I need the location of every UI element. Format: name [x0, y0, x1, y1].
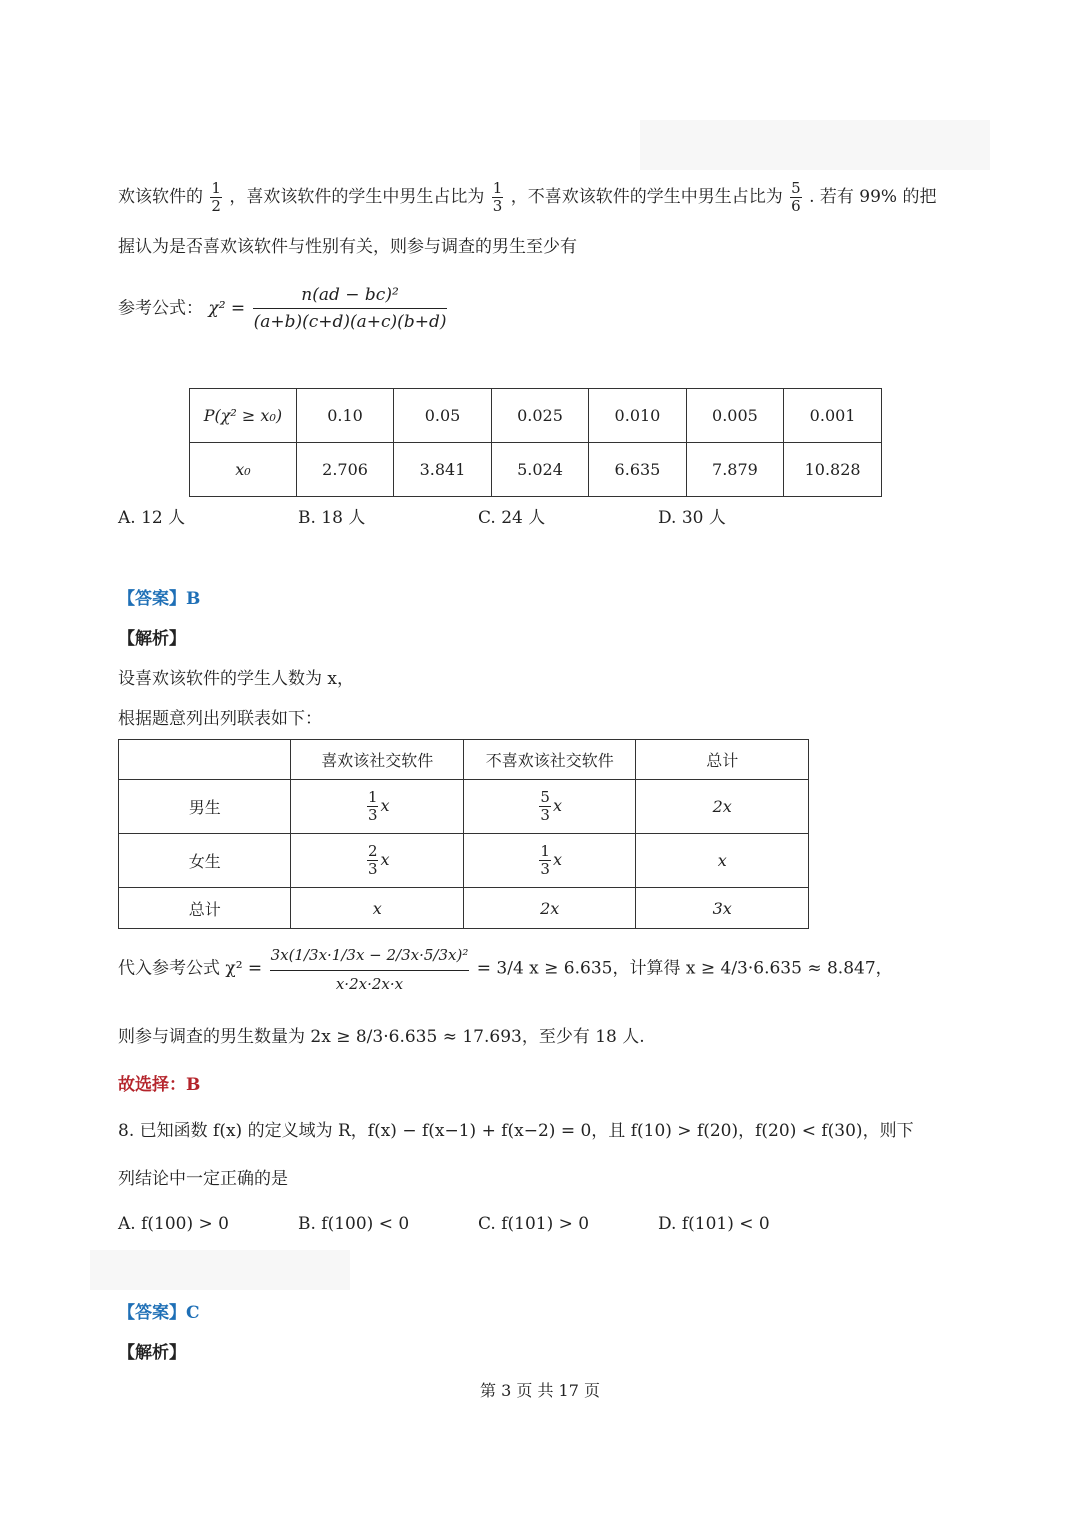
substitution-fraction: $\frac{\text{3x(1/3x·1/3x − 2/3x·5/3x)²}}{x\cdot 2x\cdot 2x\cdot x}$: [270, 940, 470, 997]
table-cell: $\frac{2}{3}$ x: [291, 834, 463, 888]
fraction: $\frac{5}{6}$: [791, 179, 801, 215]
scan-smudge: [640, 120, 990, 170]
contingency-table: [118, 739, 809, 929]
row-label: 女生: [119, 834, 291, 888]
table-cell: x: [636, 834, 809, 888]
table-cell: 0.001: [784, 389, 882, 443]
table-cell: 5.024: [491, 443, 588, 497]
table-header: 不喜欢该社交软件: [463, 740, 636, 780]
q8-line2: 列结论中一定正确的是: [118, 1169, 288, 1189]
chi-square-critical-table: [189, 388, 882, 497]
q7-option-d: D. 30 人: [658, 508, 726, 528]
table-header: x₀: [190, 443, 297, 497]
table-cell: 0.10: [296, 389, 393, 443]
q8-option-c: C. f(101) > 0: [478, 1214, 590, 1234]
q8-option-d: D. f(101) < 0: [658, 1214, 770, 1234]
chi-square-fraction: $\frac{\text{n(ad − bc)²}}{(a+b)(c+d)(a+c)(b+d)}$: [253, 282, 448, 335]
q7-analysis-line1: 设喜欢该软件的学生人数为 x，: [118, 669, 354, 689]
q7-option-c: C. 24 人: [478, 508, 546, 528]
reference-formula: 参考公式： χ² = $\frac{\text{n(ad − bc)²}}{(a+b)(c+d)(a+c)(b+d)}$: [118, 282, 449, 335]
table-cell: 7.879: [686, 443, 783, 497]
table-cell: $\frac{1}{3}$ x: [291, 780, 463, 834]
table-header: P(χ² ≥ x₀): [190, 389, 297, 443]
table-cell: 0.010: [589, 389, 686, 443]
q7-line1: 欢该软件的 $\frac{1}{2}$ ，喜欢该软件的学生中男生占比为 $\frac{1}{3}$ ，不喜欢该软件的学生中男生占比为 $\frac{5}{6}$ . 若有 99% 的把: [118, 179, 937, 215]
q7-answer: 【答案】B: [118, 589, 201, 609]
q7-option-a: A. 12 人: [118, 508, 186, 528]
table-cell: 0.005: [686, 389, 783, 443]
table-cell: 2x: [636, 780, 809, 834]
table-cell: 3x: [636, 888, 809, 929]
substitution-formula: 代入参考公式 χ² = $\frac{\text{3x(1/3x·1/3x − 2/3x·5/3x)²}}{x\cdot 2x\cdot 2x\cdot x}$ = 3/4 x ≥ 6.635，计算得 x ≥ 4/3·6.635 ≈ 8.847，: [118, 940, 893, 997]
table-header: 喜欢该社交软件: [291, 740, 463, 780]
table-cell: 2x: [463, 888, 636, 929]
q8-line1: 8. 已知函数 f(x) 的定义域为 R，f(x) − f(x−1) + f(x−2) = 0，且 f(10) > f(20)，f(20) < f(30)，则下: [118, 1121, 914, 1141]
conclusion-line: 则参与调查的男生数量为 2x ≥ 8/3·6.635 ≈ 17.693，至少有 18 人.: [118, 1027, 645, 1047]
row-label: 总计: [119, 888, 291, 929]
table-header: [119, 740, 291, 780]
q7-analysis-label: 【解析】: [118, 629, 186, 649]
q8-answer: 【答案】C: [118, 1303, 200, 1323]
table-cell: 0.025: [491, 389, 588, 443]
table-cell: $\frac{1}{3}$ x: [463, 834, 636, 888]
table-cell: x: [291, 888, 463, 929]
q7-choice: 故选择：B: [118, 1075, 201, 1095]
scan-smudge: [90, 1250, 350, 1290]
table-cell: 2.706: [296, 443, 393, 497]
q8-option-a: A. f(100) > 0: [118, 1214, 229, 1234]
table-header: 总计: [636, 740, 809, 780]
fraction: $\frac{1}{2}$: [211, 179, 221, 215]
q7-option-b: B. 18 人: [298, 508, 366, 528]
table-cell: 0.05: [394, 389, 491, 443]
page-number: 第 3 页 共 17 页: [480, 1381, 600, 1400]
table-cell: 10.828: [784, 443, 882, 497]
row-label: 男生: [119, 780, 291, 834]
q8-option-b: B. f(100) < 0: [298, 1214, 410, 1234]
table-cell: 3.841: [394, 443, 491, 497]
q7-analysis-line2: 根据题意列出列联表如下：: [118, 709, 322, 729]
table-cell: 6.635: [589, 443, 686, 497]
q7-line2: 握认为是否喜欢该软件与性别有关，则参与调查的男生至少有: [118, 237, 577, 257]
q8-analysis-label: 【解析】: [118, 1343, 186, 1363]
fraction: $\frac{1}{3}$: [492, 179, 503, 215]
table-cell: $\frac{5}{3}$ x: [463, 780, 636, 834]
